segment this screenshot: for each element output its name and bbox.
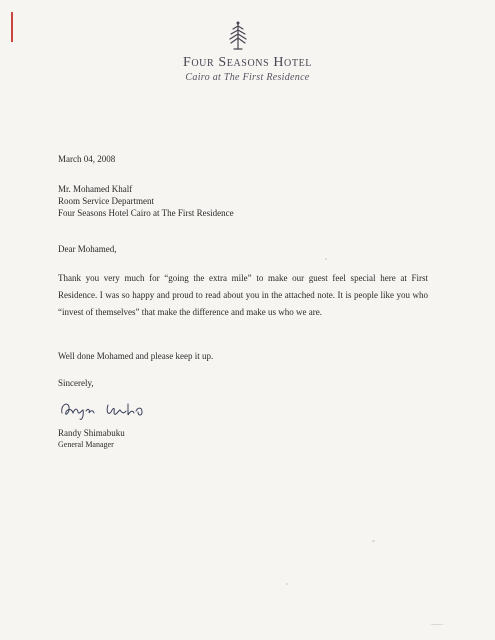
recipient-address [58, 183, 234, 219]
signature-icon [58, 397, 162, 425]
recipient-organization: Four Seasons Hotel Cairo at The First Residence [58, 208, 234, 218]
letter-body: Thank you very much for “going the extra mile” to make our guest feel special here at First Residence. I was so happy and proud to read about you in the attached note. It is people like you who “invest of themselves” that make the difference and make us who we are. [58, 273, 428, 317]
paper-speck [430, 624, 444, 625]
recipient-name: Mr. Mohamed Khalf [58, 184, 133, 194]
paper-speck [325, 258, 327, 260]
signer-name: Randy Shimabuku [58, 428, 125, 438]
closing-line: Well done Mohamed and please keep it up. [58, 351, 214, 361]
paper-speck [372, 540, 375, 542]
greeting: Dear Mohamed, [58, 244, 117, 254]
signer-title: General Manager [58, 440, 114, 449]
recipient-department: Room Service Department [58, 196, 154, 206]
paper-speck [286, 583, 288, 585]
letter-date: March 04, 2008 [58, 154, 116, 164]
valediction: Sincerely, [58, 378, 94, 388]
red-margin-mark [11, 12, 13, 42]
hotel-subtitle: Cairo at The First Residence [185, 72, 310, 83]
tree-icon [224, 20, 252, 52]
hotel-name: Four Seasons Hotel [182, 55, 313, 70]
